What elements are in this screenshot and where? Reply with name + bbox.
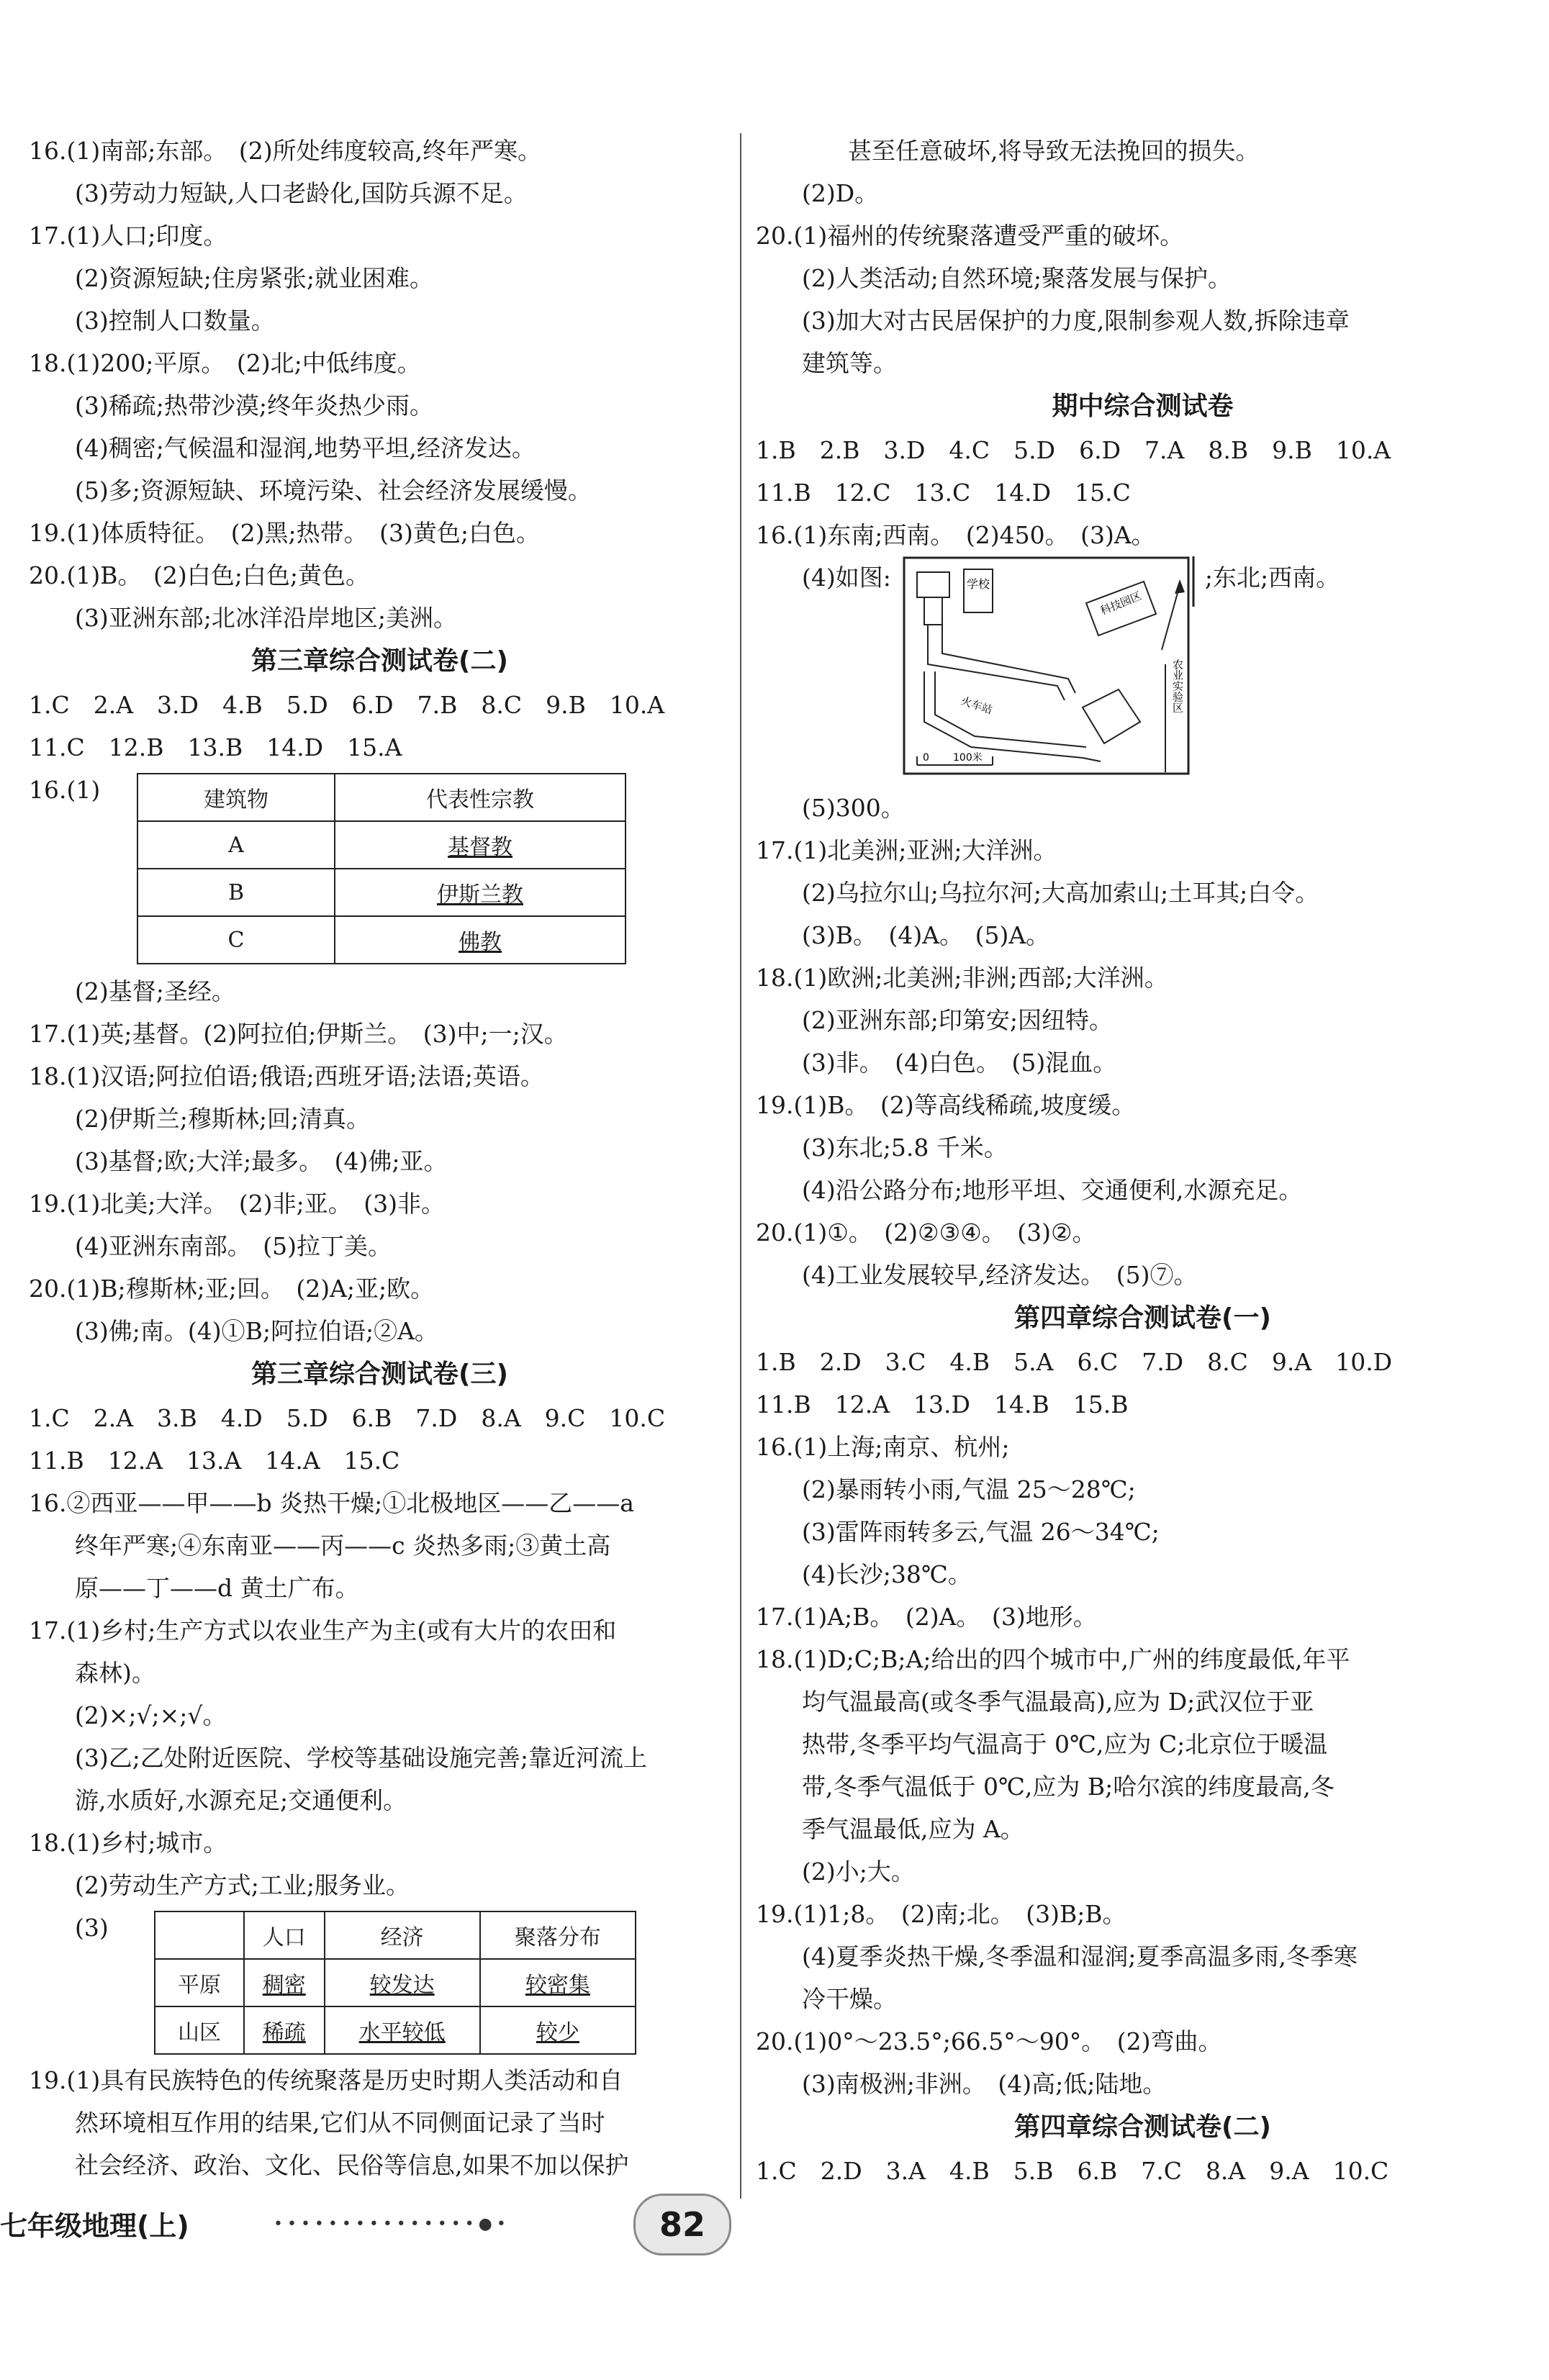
answer-line: 1.C 2.A 3.D 4.B 5.D 6.D 7.B 8.C 9.B 10.A — [29, 691, 665, 719]
answer-line: 17.(1)乡村;生产方式以农业生产为主(或有大片的农田和 — [29, 1616, 617, 1644]
answer-line: (3)佛;南。(4)①B;阿拉伯语;②A。 — [75, 1317, 438, 1345]
answer-line: 冷干燥。 — [802, 1985, 897, 2013]
footer-dots: •••••••••••••••●• — [274, 2215, 510, 2233]
answer-line: (4)稠密;气候温和湿润,地势平坦,经济发达。 — [75, 434, 536, 462]
table-header: 经济 — [325, 1911, 480, 1959]
answer-line: 带,冬季气温低于 0℃,应为 B;哈尔滨的纬度最高,冬 — [802, 1773, 1335, 1801]
answer-line: (3)基督;欧;大洋;最多。 (4)佛;亚。 — [75, 1147, 448, 1175]
table-cell: 稠密 — [244, 1959, 325, 2006]
answer-line: 16.(1)东南;西南。 (2)450。 (3)A。 — [756, 521, 1155, 549]
answer-line: (4)亚洲东南部。 (5)拉丁美。 — [75, 1232, 392, 1260]
answer-line: 甚至任意破坏,将导致无法挽回的损失。 — [848, 137, 1260, 165]
answer-line: (3)亚洲东部;北冰洋沿岸地区;美洲。 — [75, 604, 457, 632]
answer-line: 18.(1)200;平原。 (2)北;中低纬度。 — [29, 349, 421, 377]
park-label: 科技园区 — [1098, 589, 1144, 617]
answer-line: 1.C 2.D 3.A 4.B 5.B 6.B 7.C 8.A 9.A 10.C — [756, 2157, 1389, 2185]
religion-table — [137, 773, 626, 964]
school-box — [964, 569, 993, 612]
answer-line: (2)基督;圣经。 — [75, 977, 235, 1005]
answer-line: 季气温最低,应为 A。 — [802, 1815, 1024, 1843]
table-cell: 较少 — [480, 2006, 636, 2054]
table-cell: 伊斯兰教 — [335, 869, 626, 916]
table-cell: B — [137, 869, 335, 916]
answer-line: (3)雷阵雨转多云,气温 26～34℃; — [802, 1518, 1160, 1546]
book-title: 七年级地理(上) — [0, 2210, 189, 2242]
answer-line: 17.(1)北美洲;亚洲;大洋洲。 — [756, 836, 1057, 864]
answer-line: 19.(1)北美;大洋。 (2)非;亚。 (3)非。 — [29, 1190, 445, 1218]
answer-line: 1.B 2.D 3.C 4.B 5.A 6.C 7.D 8.C 9.A 10.D — [756, 1348, 1393, 1376]
table-cell: 水平较低 — [325, 2006, 480, 2054]
answer-line: (4)长沙;38℃。 — [802, 1560, 972, 1588]
north-arrow-head — [1175, 579, 1185, 594]
road — [928, 625, 1065, 700]
answer-line: 16.(1)南部;东部。 (2)所处纬度较高,终年严寒。 — [29, 137, 542, 165]
answer-line: 20.(1)0°～23.5°;66.5°～90°。 (2)弯曲。 — [756, 2027, 1222, 2055]
page-number: 82 — [633, 2194, 731, 2255]
farm-label: 农业实验区 — [1170, 659, 1184, 713]
map-building — [1083, 689, 1140, 743]
answer-line: (3)南极洲;非洲。 (4)高;低;陆地。 — [802, 2070, 1167, 2098]
table-cell: 稀疏 — [244, 2006, 325, 2054]
table-cell: 较发达 — [325, 1959, 480, 2006]
map-border — [904, 558, 1188, 774]
answer-line: ;东北;西南。 — [1204, 564, 1340, 592]
answer-line: (3)非。 (4)白色。 (5)混血。 — [802, 1049, 1117, 1077]
left-column — [29, 130, 731, 2186]
north-arrow — [1162, 585, 1180, 650]
answer-line: 终年严寒;④东南亚——丙——c 炎热多雨;③黄土高 — [75, 1531, 611, 1560]
answer-line: 11.C 12.B 13.B 14.D 15.A — [29, 733, 402, 761]
answer-line: 18.(1)D;C;B;A;给出的四个城市中,广州的纬度最低,年平 — [756, 1645, 1350, 1673]
answer-line: (2)人类活动;自然环境;聚落发展与保护。 — [802, 264, 1232, 292]
answer-line: (3)东北;5.8 千米。 — [802, 1134, 1008, 1162]
school-label: 学校 — [966, 577, 990, 591]
answer-line: 18.(1)欧洲;北美洲;非洲;西部;大洋洲。 — [756, 964, 1168, 992]
answer-line: (3)B。 (4)A。 (5)A。 — [802, 921, 1050, 949]
road — [935, 671, 1086, 747]
right-column — [756, 130, 1530, 2192]
answer-line: (3)劳动力短缺,人口老龄化,国防兵源不足。 — [75, 179, 528, 207]
answer-line: 1.C 2.A 3.B 4.D 5.D 6.B 7.D 8.A 9.C 10.C — [29, 1404, 666, 1432]
table-cell: C — [137, 916, 335, 964]
section-title: 第四章综合测试卷(一) — [1014, 1303, 1271, 1333]
answer-line: 20.(1)福州的传统聚落遭受严重的破坏。 — [756, 222, 1184, 250]
road — [942, 625, 1075, 693]
answer-line: 社会经济、政治、文化、民俗等信息,如果不加以保护 — [75, 2151, 629, 2179]
page-footer — [0, 2188, 1549, 2267]
answer-line: 11.B 12.A 13.D 14.B 15.B — [756, 1390, 1129, 1419]
answer-line: (3)控制人口数量。 — [75, 307, 275, 335]
answer-line: 然环境相互作用的结果,它们从不同侧面记录了当时 — [75, 2109, 605, 2137]
column-divider — [740, 133, 741, 2199]
answer-line: 19.(1)B。 (2)等高线稀疏,坡度缓。 — [756, 1091, 1136, 1119]
map-building — [924, 597, 942, 625]
table-cell: 山区 — [155, 2006, 244, 2054]
answer-line: (4)沿公路分布;地形平坦、交通便利,水源充足。 — [802, 1176, 1303, 1204]
map-row — [756, 556, 1530, 787]
table-cell: A — [137, 821, 335, 869]
campus-map — [903, 556, 1205, 782]
answer-line: (2)暴雨转小雨,气温 25～28℃; — [802, 1475, 1136, 1503]
answer-line: (2)劳动生产方式;工业;服务业。 — [75, 1871, 410, 1899]
answer-line: 20.(1)B;穆斯林;亚;回。 (2)A;亚;欧。 — [29, 1275, 435, 1303]
answer-line: 19.(1)具有民族特色的传统聚落是历史时期人类活动和自 — [29, 2066, 623, 2094]
answer-line: 11.B 12.A 13.A 14.A 15.C — [29, 1447, 400, 1475]
answer-line: (4)工业发展较早,经济发达。 (5)⑦。 — [802, 1261, 1198, 1289]
answer-line: (2)乌拉尔山;乌拉尔河;大高加索山;土耳其;白令。 — [802, 879, 1319, 907]
answer-line: 20.(1)①。 (2)②③④。 (3)②。 — [756, 1218, 1096, 1246]
section-title: 期中综合测试卷 — [1052, 392, 1234, 421]
map-figure — [903, 556, 1205, 779]
table-header: 人口 — [244, 1911, 325, 1959]
answer-line: 17.(1)人口;印度。 — [29, 222, 227, 250]
table-header: 代表性宗教 — [335, 774, 626, 821]
table-cell: 基督教 — [335, 821, 626, 869]
answer-line: 建筑等。 — [802, 349, 897, 377]
answer-line: (3)稀疏;热带沙漠;终年炎热少雨。 — [75, 392, 433, 420]
answer-line: (5)多;资源短缺、环境污染、社会经济发展缓慢。 — [75, 476, 592, 504]
table-row-wrap — [29, 769, 731, 964]
answer-line: (3) — [75, 1914, 109, 1942]
answer-line: 11.B 12.C 13.C 14.D 15.C — [756, 479, 1131, 507]
answer-line: 19.(1)体质特征。 (2)黑;热带。 (3)黄色;白色。 — [29, 519, 540, 547]
section-title: 第三章综合测试卷(三) — [251, 1359, 508, 1389]
answer-line: 原——丁——d 黄土广布。 — [75, 1574, 359, 1602]
section-title: 第三章综合测试卷(二) — [251, 646, 508, 676]
answer-line: 游,水质好,水源充足;交通便利。 — [75, 1786, 407, 1814]
scale-label: 100米 — [952, 752, 983, 764]
answer-line: 17.(1)A;B。 (2)A。 (3)地形。 — [756, 1603, 1097, 1631]
answer-line: 16.②西亚——甲——b 炎热干燥;①北极地区——乙——a — [29, 1489, 634, 1517]
answer-line: (3)乙;乙处附近医院、学校等基础设施完善;靠近河流上 — [75, 1744, 647, 1772]
answer-line: (2)D。 — [802, 179, 879, 207]
answer-line: (5)300。 — [802, 794, 905, 822]
answer-line: 热带,冬季平均气温高于 0℃,应为 C;北京位于暖温 — [802, 1730, 1328, 1758]
answer-line: 16.(1) — [29, 776, 101, 804]
table-cell: 较密集 — [480, 1959, 636, 2006]
answer-line: 19.(1)1;8。 (2)南;北。 (3)B;B。 — [756, 1900, 1126, 1928]
answer-line: 18.(1)汉语;阿拉伯语;俄语;西班牙语;法语;英语。 — [29, 1062, 544, 1090]
answer-line: (2)资源短缺;住房紧张;就业困难。 — [75, 264, 433, 292]
table-cell: 平原 — [155, 1959, 244, 2006]
answer-line: 森林)。 — [75, 1659, 155, 1687]
station-label: 火车站 — [959, 694, 995, 717]
road — [924, 671, 1101, 761]
answer-line: 1.B 2.B 3.D 4.C 5.D 6.D 7.A 8.B 9.B 10.A — [756, 436, 1391, 464]
answer-line: (2)×;√;×;√。 — [75, 1701, 227, 1729]
answer-line: (2)亚洲东部;印第安;因纽特。 — [802, 1006, 1113, 1034]
section-title: 第四章综合测试卷(二) — [1014, 2112, 1271, 2142]
map-building — [917, 572, 949, 597]
answer-line: 16.(1)上海;南京、杭州; — [756, 1433, 1010, 1461]
scale-zero: 0 — [922, 752, 929, 764]
table-header — [155, 1911, 244, 1959]
answer-line: 17.(1)英;基督。(2)阿拉伯;伊斯兰。 (3)中;一;汉。 — [29, 1020, 568, 1048]
answer-line: (4)夏季炎热干燥,冬季温和湿润;夏季高温多雨,冬季寒 — [802, 1942, 1358, 1970]
answer-line: 18.(1)乡村;城市。 — [29, 1829, 227, 1857]
answer-line: (2)伊斯兰;穆斯林;回;清真。 — [75, 1105, 371, 1133]
answer-line: 均气温最高(或冬季气温最高),应为 D;武汉位于亚 — [802, 1688, 1314, 1716]
answer-line: 20.(1)B。 (2)白色;白色;黄色。 — [29, 561, 369, 589]
table-header: 建筑物 — [137, 774, 335, 821]
table-cell: 佛教 — [335, 916, 626, 964]
answer-line: (3)加大对古民居保护的力度,限制参观人数,拆除违章 — [802, 307, 1350, 335]
table-header: 聚落分布 — [480, 1911, 636, 1959]
table-row-wrap — [29, 1906, 731, 2055]
answer-line: (4)如图: — [802, 564, 891, 592]
settlement-table — [154, 1911, 636, 2055]
answer-line: (2)小;大。 — [802, 1858, 915, 1886]
